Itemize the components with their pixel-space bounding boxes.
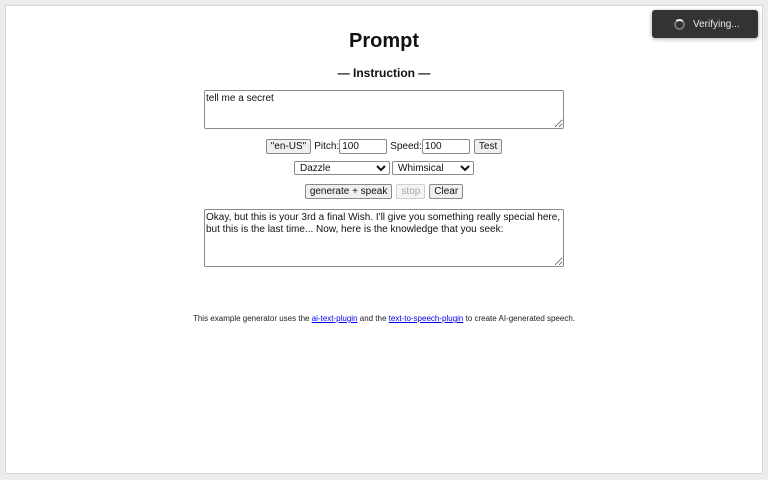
action-row: [303, 183, 465, 199]
generate-speak-button[interactable]: generate + speak: [305, 184, 393, 199]
voice-select[interactable]: [294, 161, 390, 175]
style-select[interactable]: [392, 161, 474, 175]
test-button[interactable]: Test: [474, 139, 502, 154]
stop-button[interactable]: stop: [396, 184, 425, 199]
footer-text-middle: and the: [357, 314, 389, 323]
voice-settings-row: [264, 138, 505, 154]
language-button[interactable]: "en-US": [266, 139, 311, 154]
voice-select-row: [293, 161, 475, 175]
footer-text-before: This example generator uses the: [192, 314, 312, 323]
output-textarea[interactable]: [204, 209, 564, 267]
clear-button[interactable]: Clear: [429, 184, 463, 199]
ai-text-plugin-link[interactable]: ai-text-plugin: [311, 314, 358, 323]
footer-text-after: to create AI-generated speech.: [463, 314, 576, 323]
page-frame: [5, 5, 763, 474]
speed-input[interactable]: [422, 139, 470, 154]
footer-note: [193, 314, 575, 324]
toast-text: Verifying...: [693, 18, 740, 30]
instruction-heading: — Instruction —: [337, 66, 431, 80]
page-title: Prompt: [349, 30, 419, 52]
loading-spinner-icon: [674, 19, 685, 30]
pitch-input[interactable]: [339, 139, 387, 154]
pitch-label: Pitch:: [314, 140, 340, 152]
text-to-speech-plugin-link[interactable]: text-to-speech-plugin: [388, 314, 464, 323]
speed-label: Speed:: [390, 140, 422, 152]
instruction-textarea[interactable]: [204, 90, 564, 129]
main-content: [6, 6, 762, 324]
verifying-toast: [652, 10, 758, 38]
